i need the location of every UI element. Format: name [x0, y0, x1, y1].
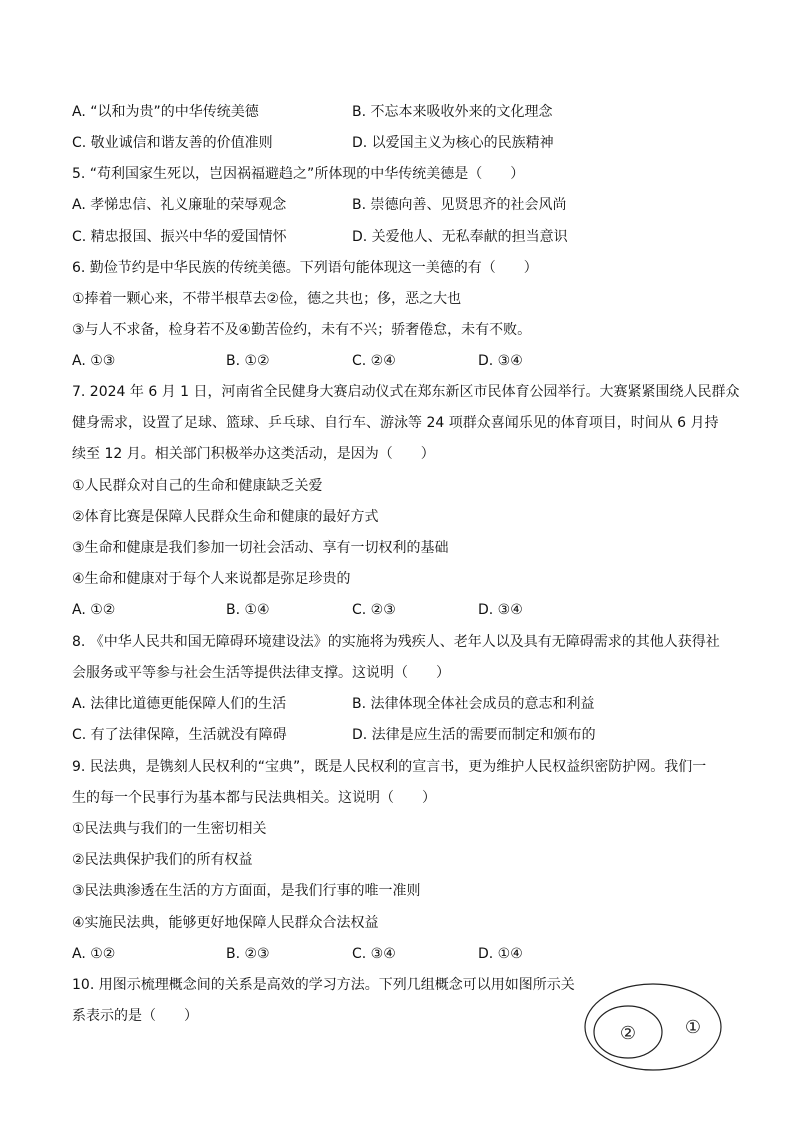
inner-label: ② — [619, 1023, 637, 1044]
q9-option-a: A. ①② — [72, 946, 116, 962]
q9-statement-2: ②民法典保护我们的所有权益 — [72, 852, 253, 868]
q4-option-a: A. “以和为贵”的中华传统美德 — [72, 104, 259, 120]
q6-stem: 6. 勤俭节约是中华民族的传统美德。下列语句能体现这一美德的有（ ） — [72, 260, 538, 276]
q5-option-a: A. 孝悌忠信、礼义廉耻的荣辱观念 — [72, 197, 287, 213]
q4-option-d: D. 以爱国主义为核心的民族精神 — [352, 135, 554, 151]
q10-stem-2: 系表示的是（ ） — [72, 1008, 198, 1024]
q7-statement-4: ④生命和健康对于每个人来说都是弥足珍贵的 — [72, 571, 351, 587]
q7-option-b: B. ①④ — [226, 602, 270, 618]
q4-option-b: B. 不忘本来吸收外来的文化理念 — [352, 104, 553, 120]
q8-stem-2: 会服务或平等参与社会生活等提供法律支撑。这说明（ ） — [72, 665, 450, 681]
q9-option-c: C. ③④ — [352, 946, 396, 962]
q7-statement-1: ①人民群众对自己的生命和健康缺乏关爱 — [72, 478, 323, 494]
q8-option-b: B. 法律体现全体社会成员的意志和利益 — [352, 696, 595, 712]
outer-label: ① — [684, 1017, 702, 1038]
q6-statements-2: ③与人不求备，检身若不及④勤苦俭约，未有不兴；骄奢倦怠，未有不败。 — [72, 322, 532, 338]
q7-option-a: A. ①② — [72, 602, 116, 618]
q6-option-b: B. ①② — [226, 353, 270, 369]
q8-stem-1: 8. 《中华人民共和国无障碍环境建设法》的实施将为残疾人、老年人以及具有无障碍需求的其他人获得社 — [72, 634, 720, 650]
q8-option-c: C. 有了法律保障，生活就没有障碍 — [72, 727, 287, 743]
q4-option-c: C. 敬业诚信和谐友善的价值准则 — [72, 135, 273, 151]
q9-statement-4: ④实施民法典，能够更好地保障人民群众合法权益 — [72, 915, 379, 931]
q9-stem-1: 9. 民法典，是镌刻人民权利的“宝典”，既是人民权利的宣言书，更为维护人民权益织密防护网。我们一 — [72, 759, 707, 775]
q5-option-c: C. 精忠报国、振兴中华的爱国情怀 — [72, 229, 287, 245]
q10-stem-1: 10. 用图示梳理概念间的关系是高效的学习方法。下列几组概念可以用如图所示关 — [72, 977, 575, 993]
q5-option-d: D. 关爱他人、无私奉献的担当意识 — [352, 229, 568, 245]
q9-option-b: B. ②③ — [226, 946, 270, 962]
q7-option-c: C. ②③ — [352, 602, 396, 618]
q6-statements-1: ①捧着一颗心来，不带半根草去②俭，德之共也；侈，恶之大也 — [72, 291, 462, 307]
q9-statement-1: ①民法典与我们的一生密切相关 — [72, 821, 267, 837]
q7-statement-3: ③生命和健康是我们参加一切社会活动、享有一切权利的基础 — [72, 540, 449, 556]
q7-statement-2: ②体育比赛是保障人民群众生命和健康的最好方式 — [72, 509, 379, 525]
q9-statement-3: ③民法典渗透在生活的方方面面，是我们行事的唯一准则 — [72, 883, 421, 899]
q7-stem-2: 健身需求，设置了足球、篮球、乒乓球、自行车、游泳等 24 项群众喜闻乐见的体育项目，时间从 6 月持 — [72, 415, 719, 431]
q7-stem-3: 续至 12 月。相关部门积极举办这类活动，是因为（ ） — [72, 446, 435, 462]
q8-option-d: D. 法律是应生活的需要而制定和颁布的 — [352, 727, 596, 743]
q6-option-a: A. ①③ — [72, 353, 116, 369]
q9-stem-2: 生的每一个民事行为基本都与民法典相关。这说明（ ） — [72, 790, 436, 806]
concept-relation-diagram — [583, 982, 723, 1072]
q9-option-d: D. ①④ — [478, 946, 523, 962]
q8-option-a: A. 法律比道德更能保障人们的生活 — [72, 696, 287, 712]
q5-option-b: B. 崇德向善、见贤思齐的社会风尚 — [352, 197, 567, 213]
q6-option-c: C. ②④ — [352, 353, 396, 369]
q7-option-d: D. ③④ — [478, 602, 523, 618]
q6-option-d: D. ③④ — [478, 353, 523, 369]
q5-stem: 5. “苟利国家生死以，岂因祸福避趋之”所体现的中华传统美德是（ ） — [72, 166, 525, 182]
q7-stem-1: 7. 2024 年 6 月 1 日，河南省全民健身大赛启动仪式在郑东新区市民体育公园举行。大赛紧紧围绕人民群众 — [72, 384, 740, 400]
